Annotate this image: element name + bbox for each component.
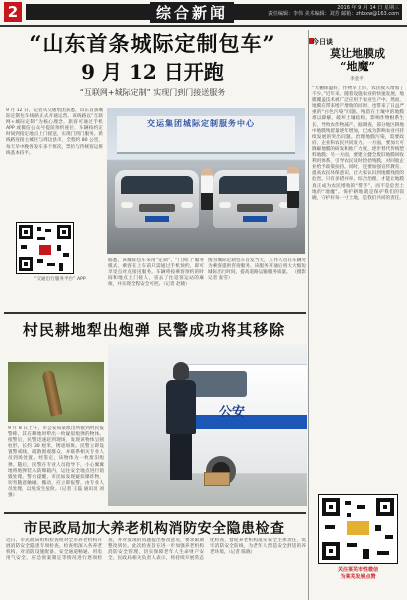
promo-qr-pattern [319, 495, 397, 563]
lead-subheadline: “互联网+城际定制” 实现门到门接送服务 [79, 88, 226, 97]
qr-pattern [17, 223, 73, 273]
section-title: 综合新闻 [150, 2, 234, 23]
page-header [0, 0, 407, 24]
header-editors: 责任编辑：李伟 美术编辑：刘芳 邮箱：zhbxw@163.com [267, 11, 399, 17]
promo-caption-line2: 为莱芜发展点赞 [340, 574, 376, 580]
promo-caption-line1: 关注莱芜市性微信 [337, 567, 378, 573]
photo-artillery-shell [8, 362, 104, 422]
lead-headline-line2: 9 月 12 日开跑 [81, 60, 224, 84]
story3-body: 近日，市民政局组织检查组对全市养老机构开展消防安全隐患专项检查。检查组深入各养老机构，对消防设施配备、安全通道畅通、用电用气安全、应急预案制定等情况进行逐项检查，并对发现的问题提出整改意见，要求限期整改到位。此次检查旨在进一步加强养老机构消防安全管理，切实保障老年人生命财产安全。民政局相关负责人表示，将持续开展常态化检查，督促养老机构落实安全主体责任，筑牢消防安全防线，为老年人营造安全舒适的养老环境。（记者 陈晓） [6, 538, 306, 562]
promo-caption [314, 567, 402, 581]
police-officer [166, 362, 196, 480]
police-car [178, 364, 307, 474]
section-divider-2 [4, 512, 306, 514]
photo-van-left [115, 170, 199, 228]
story2-headline: 村民耕地犁出炮弹 民警成功将其移除 [22, 321, 286, 339]
story2-body: 9 月 8 日上午，市公安局某派出所接到村民报警称，其在耕地时犁出一枚疑似炮弹的物体。接警后，民警迅速赶到现场，发现该物体呈圆柱形，长约 30 厘米，锈迹斑斑。民警立即设置警戒线，疏散围观群众，并联系相关专业人员到场处置。经鉴定，该物体为一枚废旧炮弹。随后，民警在专业人员指导下，小心翼翼地将炮弹装入防爆箱内，运往安全地点进行销毁处理。警方提醒，市民如发现疑似爆炸物，切勿随意触碰、搬动，应立即报警，由专业人员处理，以免发生危险。（记者 王磊 通讯员 刘强） [8, 426, 104, 499]
police-car-text: 公安 [219, 405, 246, 420]
story3-headline: 市民政局加大养老机构消防安全隐患检查 [23, 521, 285, 537]
today-headline-line2: “地魔” [340, 60, 375, 73]
photo-sign: 交运集团城际定制服务中心 [147, 119, 255, 128]
lead-qr-code[interactable] [16, 222, 74, 274]
page-number: 2 [4, 2, 22, 22]
header-meta [268, 5, 399, 17]
section-divider-1 [4, 312, 306, 314]
photo-van-right [213, 170, 297, 228]
column-divider [308, 30, 309, 600]
photo-driver-left [201, 168, 213, 210]
promo-qr-code[interactable] [318, 494, 398, 564]
lead-qr-caption: “交通出行服务平台” APP [34, 277, 86, 282]
lead-caption-2: 图为城际定制包车首发当天，工作人员在车辆旁为乘客提供咨询服务。该服务开通后将大大缩短城际出行时间，提高道路运输服务质量。 （摄影记者 张雪） [208, 258, 306, 282]
story2-photo-police [108, 344, 307, 506]
header-rule [0, 25, 407, 27]
lead-headline-line1: “山东首条城际定制包车” [29, 31, 276, 56]
lead-body: 9 月 12 日，记者从交通集团获悉，山东首条城际定制包车线路正式开通运营。该线路以“互联网+城际定制”为核心理念，旅客可通过手机 APP 或微信公众号提前预约座位，车辆按约定时间到指定地点上门接送，实现门到门服务。新线路连接主城区与周边县市，全程约 80 公里，每天早中晚各发车多个班次，票价与传统客运班线基本持平。 [6, 108, 103, 156]
header-date: 2016 年 9 月 14 日 星期三 [337, 5, 399, 11]
lead-photo-buses [107, 108, 305, 254]
evidence-box [204, 472, 230, 486]
today-author: 李金平 [350, 77, 364, 82]
today-body: “大棚保温好，作物早上市，农民收入增加了不少。”近年来，随着设施农业的快速发展，地膜覆盖技术被广泛应用于农业生产中。然而，地膜在带来增产增收的同时，也带来了日益严重的“白色污染”问题。残留在土壤中的地膜难以降解，破坏土壤结构，影响作物根系生长，导致农作物减产。据调查，部分地区耕地中地膜残留量逐年增加，已成为影响农业可持续发展的突出问题。治理地膜污染，需要政府、企业和农民共同发力。一方面，要加大可降解地膜的研发和推广力度，逐步替代传统塑料地膜；另一方面，要建立健全废旧地膜回收利用体系，引导农民及时捡拾残膜，对回收企业给予政策扶持。同时，还要加强宣传教育，提高农民环保意识，让大家认识到地膜残留的危害。只有多措并举、综合治理，才能让地膜真正成为农民增收的“帮手”，而不是危害土地的“地魔”。保护耕地就是保护我们的饭碗，守护好每一寸土地，是我们共同的责任。 [312, 86, 404, 201]
today-headline [310, 47, 405, 73]
today-label: 今日谈 [312, 38, 333, 46]
lead-caption: 据悉，该城际包车采用“定制”、“门到门”服务模式，乘客在上车前只需通过手机预约，即可享受点对点接送服务。车辆将按乘客预约的时间和地点上门接人，省去了往返客运站的麻烦，并实现全程安全可控。（记者 赵晓） [108, 258, 204, 288]
today-headline-line1: 莫让地膜成 [330, 47, 385, 60]
photo-driver-right [287, 166, 299, 208]
